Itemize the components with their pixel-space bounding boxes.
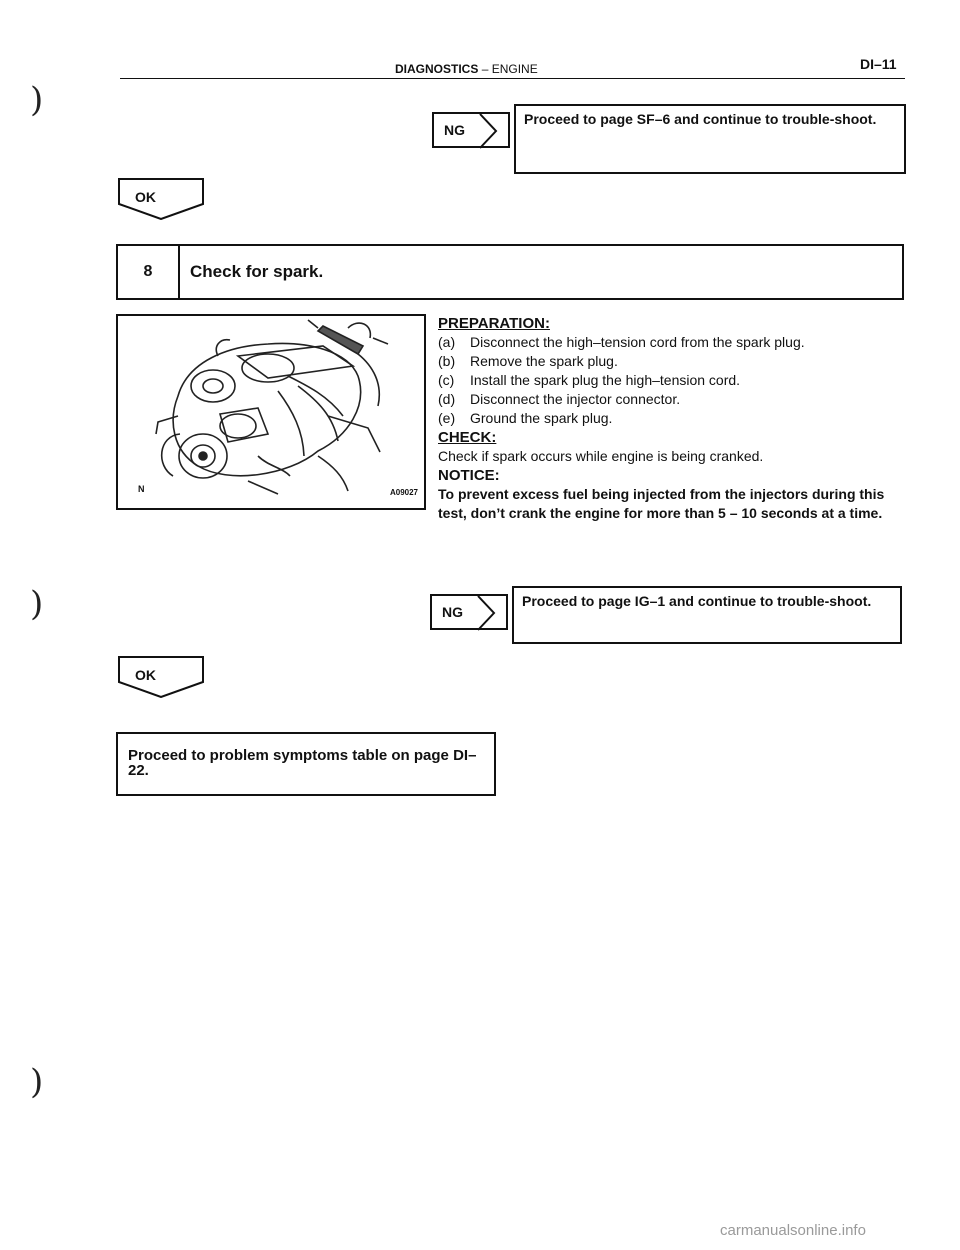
page-number: DI–11: [860, 56, 897, 72]
ok-tag: [118, 656, 204, 698]
section-header: [395, 62, 538, 76]
preparation-step: (e) Ground the spark plug.: [438, 410, 613, 426]
check-text: Check if spark occurs while engine is being cranked.: [438, 448, 764, 464]
step-title: Check for spark.: [190, 262, 324, 281]
ng-tag: [430, 594, 508, 630]
step-header: [116, 244, 904, 300]
ok-shield-icon: [118, 656, 204, 698]
margin-mark: ): [30, 80, 44, 120]
ng-label: NG: [444, 122, 465, 138]
check-heading: CHECK:: [438, 429, 497, 446]
margin-mark: ): [30, 1062, 44, 1102]
engine-illustration-icon: [118, 316, 424, 508]
procedure-text: [438, 314, 908, 523]
figure-code: A09027: [389, 488, 418, 497]
final-instruction: Proceed to problem symptoms table on page DI–22.: [116, 732, 496, 796]
preparation-heading: PREPARATION:: [438, 315, 550, 332]
figure-corner-label: N: [138, 484, 145, 494]
subsection-title: ENGINE: [491, 62, 538, 76]
header-dash: –: [481, 62, 489, 76]
footer-watermark: carmanualsonline.info: [720, 1222, 866, 1239]
section-title: DIAGNOSTICS: [395, 62, 479, 76]
preparation-step: (a) Disconnect the high–tension cord from the spark plug.: [438, 334, 805, 350]
ok-label: OK: [135, 189, 156, 205]
ok-tag: [118, 178, 204, 220]
preparation-step: (b) Remove the spark plug.: [438, 353, 618, 369]
ok-shield-icon: [118, 178, 204, 220]
engine-figure: [116, 314, 426, 510]
notice-text: To prevent excess fuel being injected from the injectors during this test, don’t crank the engine for more than 5 – 10 seconds at a time.: [438, 486, 885, 521]
preparation-step: (c) Install the spark plug the high–tension cord.: [438, 372, 741, 388]
ng-instruction: Proceed to page SF–6 and continue to trouble-shoot.: [514, 104, 906, 174]
margin-mark: ): [30, 584, 44, 624]
step-number: 8: [118, 246, 180, 298]
preparation-step: (d) Disconnect the injector connector.: [438, 391, 681, 407]
ng-tag: [432, 112, 510, 148]
header-rule: [120, 78, 905, 79]
notice-heading: NOTICE:: [438, 467, 500, 484]
ng-label: NG: [442, 604, 463, 620]
ng-instruction: Proceed to page IG–1 and continue to trouble-shoot.: [512, 586, 902, 644]
ok-label: OK: [135, 667, 156, 683]
